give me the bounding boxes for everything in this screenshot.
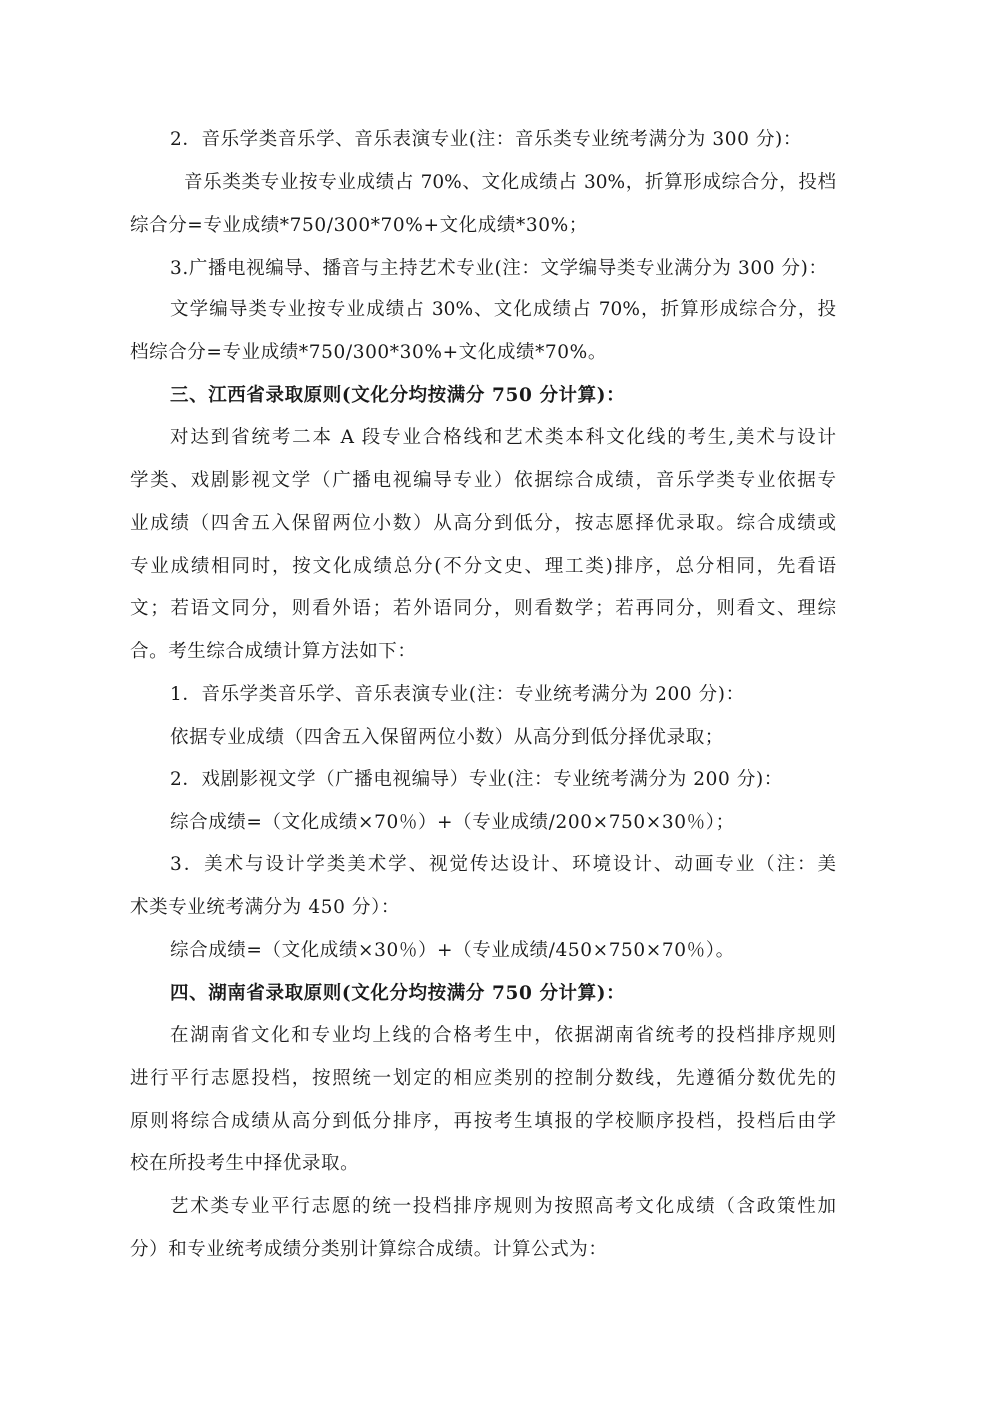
list-item: 1．音乐学类音乐学、音乐表演专业(注：专业统考满分为 200 分)： — [170, 684, 745, 705]
paragraph-line: 音乐类类专业按专业成绩占 70%、文化成绩占 30%，折算形成综合分，投档 — [184, 172, 836, 193]
list-item: 3．美术与设计学类美术学、视觉传达设计、环境设计、动画专业（注：美 — [170, 854, 836, 875]
jiangxi-section-heading: 三、江西省录取原则(文化分均按满分 750 分计算)： — [170, 385, 626, 406]
paragraph-line: 对达到省统考二本 A 段专业合格线和艺术类本科文化线的考生,美术与设计 — [170, 427, 836, 448]
paragraph-line: 分）和专业统考成绩分类别计算综合成绩。计算公式为： — [130, 1239, 608, 1260]
paragraph-line: 艺术类专业平行志愿的统一投档排序规则为按照高考文化成绩（含政策性加 — [170, 1196, 836, 1217]
paragraph-line: 进行平行志愿投档，按照统一划定的相应类别的控制分数线，先遵循分数优先的 — [130, 1068, 836, 1089]
paragraph-line: 校在所投考生中择优录取。 — [130, 1153, 360, 1174]
paragraph-line: 综合分=专业成绩*750/300*70%+文化成绩*30%； — [130, 215, 588, 236]
formula-line: 综合成绩=（文化成绩×30％）+（专业成绩/450×750×70％）。 — [170, 940, 735, 961]
paragraph-line: 档综合分=专业成绩*750/300*30%+文化成绩*70%。 — [130, 342, 607, 363]
paragraph-line: 专业成绩相同时，按文化成绩总分(不分文史、理工类)排序，总分相同，先看语 — [130, 556, 836, 577]
paragraph-line: 在湖南省文化和专业均上线的合格考生中，依据湖南省统考的投档排序规则 — [170, 1025, 836, 1046]
music-major-heading: 2．音乐学类音乐学、音乐表演专业(注：音乐类专业统考满分为 300 分)： — [170, 129, 802, 150]
paragraph-line: 依据专业成绩（四舍五入保留两位小数）从高分到低分择优录取； — [170, 727, 724, 748]
paragraph-line: 文；若语文同分，则看外语；若外语同分，则看数学；若再同分，则看文、理综 — [130, 598, 836, 619]
paragraph-line: 业成绩（四舍五入保留两位小数）从高分到低分，按志愿择优录取。综合成绩或 — [130, 513, 836, 534]
broadcast-major-heading: 3.广播电视编导、播音与主持艺术专业(注：文学编导类专业满分为 300 分)： — [170, 258, 828, 279]
paragraph-line: 术类专业统考满分为 450 分）： — [130, 897, 401, 918]
paragraph-line: 文学编导类专业按专业成绩占 30%、文化成绩占 70%，折算形成综合分，投 — [170, 299, 836, 320]
paragraph-line: 学类、戏剧影视文学（广播电视编导专业）依据综合成绩，音乐学类专业依据专 — [130, 470, 836, 491]
list-item: 2．戏剧影视文学（广播电视编导）专业(注：专业统考满分为 200 分)： — [170, 769, 783, 790]
formula-line: 综合成绩=（文化成绩×70％）+（专业成绩/200×750×30％）； — [170, 812, 735, 833]
paragraph-line: 合。考生综合成绩计算方法如下： — [130, 641, 417, 662]
paragraph-line: 原则将综合成绩从高分到低分排序，再按考生填报的学校顺序投档，投档后由学 — [130, 1111, 836, 1132]
hunan-section-heading: 四、湖南省录取原则(文化分均按满分 750 分计算)： — [170, 983, 626, 1004]
